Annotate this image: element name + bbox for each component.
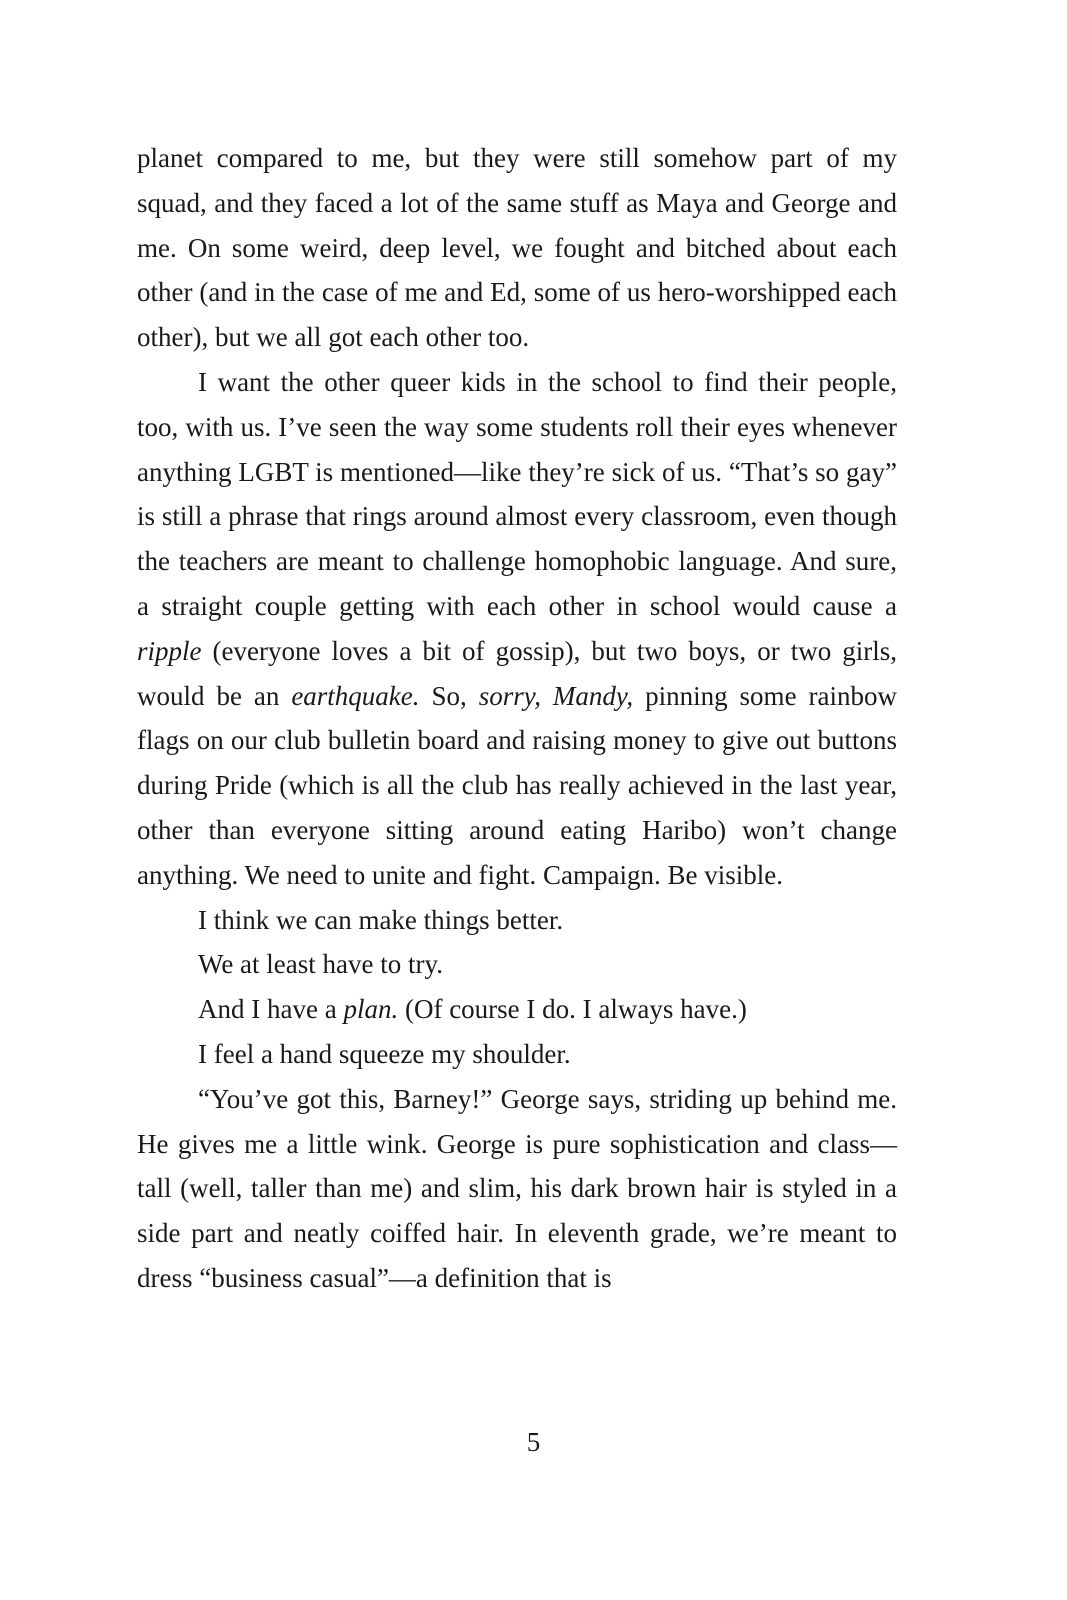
paragraph [137,898,897,943]
text-run: “You’ve got this, Barney!” George says, striding up behind me. He gives me a little wink. George is pure sophistication and class—tall (well, taller than me) and slim, his dark brown hair is styled in a side part and neatly coiffed hair. In eleventh grade, we’re meant to dress “business casual”—a definition that is [137,1083,897,1293]
paragraph [137,987,897,1032]
italic-text: plan. [343,994,399,1025]
text-run: I want the other queer kids in the school to find their people, too, with us. I’ve seen the way some students roll their eyes whenever anything LGBT is mentioned—like they’re sick of us. “That’s so gay” is still a phrase that rings around almost every classroom, even though the teachers are meant to challenge homophobic language. And sure, a straight couple getting with each other in school would cause a [137,366,897,621]
page-number: 5 [526,1427,541,1457]
text-run: (everyone loves a bit of gossip), but two boys, or two girls, would be an [137,635,897,711]
italic-text: sorry, Mandy, [478,680,634,711]
text-run: So, [419,680,479,711]
paragraph [137,136,897,360]
paragraph [137,942,897,987]
paragraph [137,1032,897,1077]
text-run: I feel a hand squeeze my shoulder. [198,1038,571,1069]
paragraph [137,1077,897,1301]
paragraph [137,360,897,898]
text-run: (Of course I do. I always have.) [398,994,747,1025]
text-run: pinning some rainbow flags on our club bulletin board and raising money to give out buttons during Pride (which is all the club has really achieved in the last year, other than everyone sitting around eating Haribo) won’t change anything. We need to unite and fight. Campaign. Be visible. [137,680,897,890]
text-run: And I have a [198,994,344,1025]
text-run: We at least have to try. [198,949,443,980]
body-text [137,136,897,1301]
text-run: I think we can make things better. [198,904,564,935]
italic-text: ripple [137,635,202,666]
italic-text: earthquake. [291,680,420,711]
text-run: planet compared to me, but they were still somehow part of my squad, and they faced a lot of the same stuff as Maya and George and me. On some weird, deep level, we fought and bitched about each other (and in the case of me and Ed, some of us hero-worshipped each other), but we all got each other too. [137,143,897,353]
